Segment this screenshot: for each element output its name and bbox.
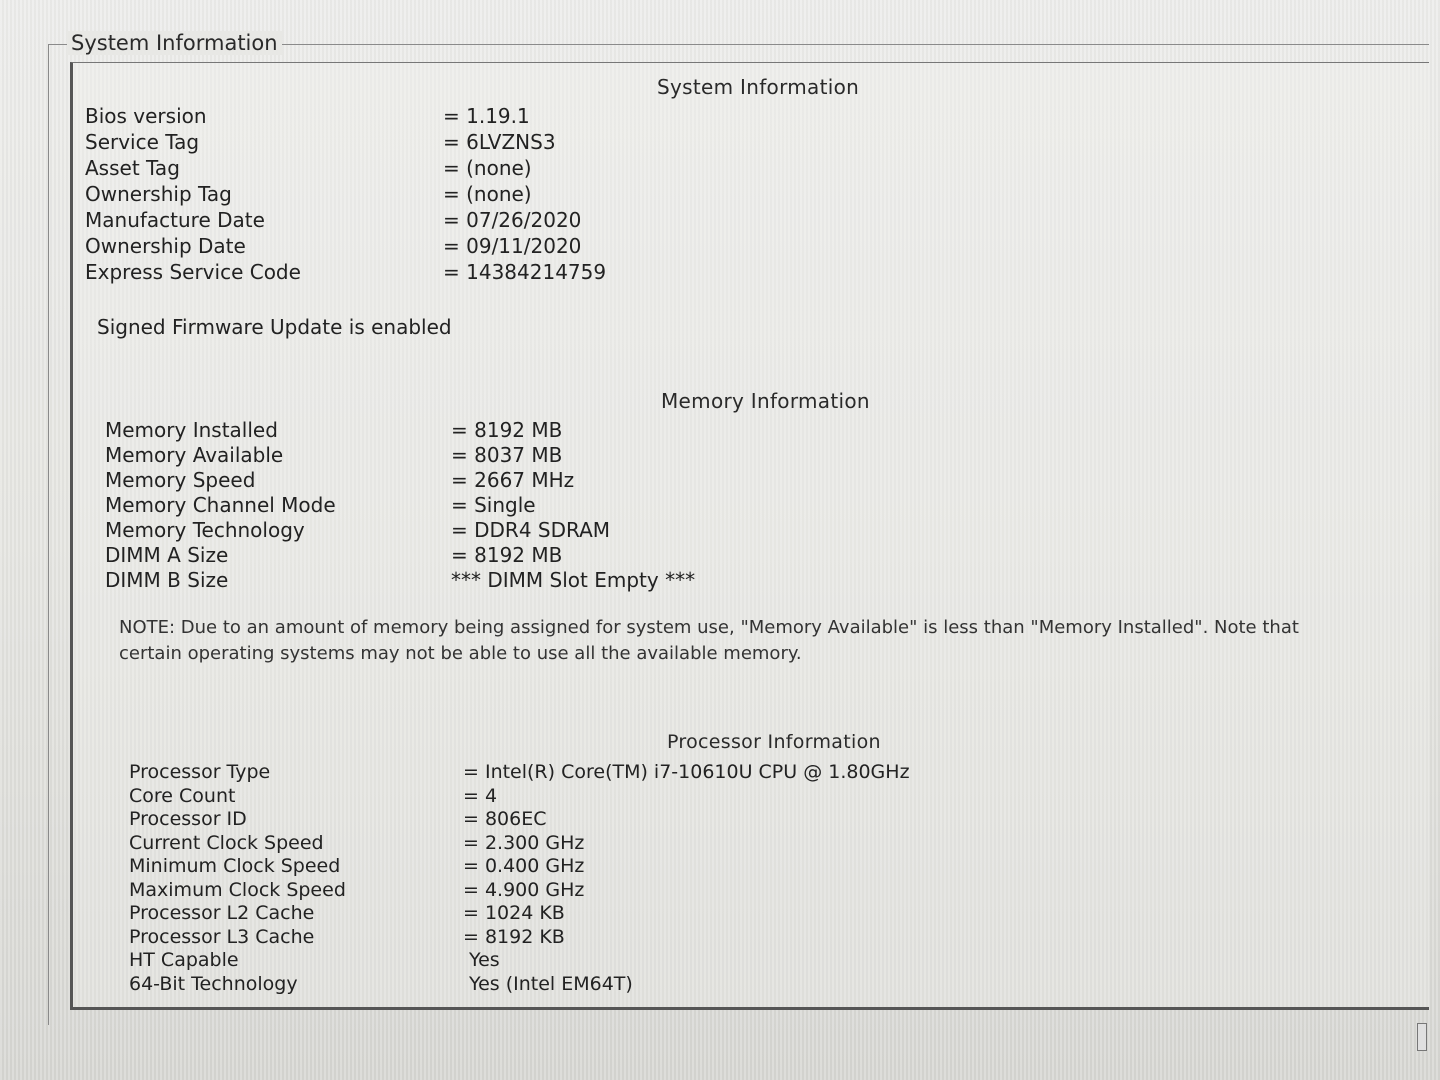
row-value: = 0.400 GHz: [463, 855, 585, 877]
row-label: Ownership Date: [85, 234, 246, 258]
row-value: = (none): [443, 156, 532, 180]
row-value: = 4: [463, 784, 498, 807]
row-label: Core Count: [129, 784, 236, 807]
row-service-tag: [85, 129, 785, 155]
system-section-title: System Information: [657, 75, 860, 99]
row-memory-channel-mode: [105, 492, 865, 517]
row-express-service-code: [85, 259, 785, 285]
row-dimm-a-size: [105, 542, 865, 567]
row-current-clock-speed: [129, 832, 1129, 856]
row-label: DIMM B Size: [105, 568, 229, 592]
row-value: = DDR4 SDRAM: [451, 518, 611, 542]
row-value: *** DIMM Slot Empty ***: [451, 568, 696, 592]
row-label: Memory Channel Mode: [105, 493, 336, 517]
row-value: = 2.300 GHz: [463, 831, 585, 854]
row-value: = (none): [443, 182, 532, 206]
processor-section-title: Processor Information: [667, 731, 881, 753]
row-asset-tag: [85, 155, 785, 181]
row-value: = 1.19.1: [443, 104, 530, 128]
row-minimum-clock-speed: [129, 855, 1129, 879]
processor-rows: [129, 761, 1129, 996]
row-label: Memory Installed: [105, 418, 278, 442]
info-panel[interactable]: [70, 62, 1429, 1010]
row-value: = Single: [451, 493, 536, 517]
row-bios-version: [85, 103, 785, 129]
row-value: = 4.900 GHz: [463, 878, 585, 901]
scrollbar-handle[interactable]: [1417, 1023, 1427, 1051]
row-maximum-clock-speed: [129, 879, 1129, 903]
row-value: = 806EC: [463, 808, 547, 830]
group-title: System Information: [67, 31, 282, 55]
row-processor-type: [129, 761, 1129, 785]
row-value: = 09/11/2020: [443, 234, 582, 258]
row-label: Current Clock Speed: [129, 831, 324, 854]
row-core-count: [129, 785, 1129, 809]
row-label: Memory Speed: [105, 468, 256, 492]
row-label: Memory Available: [105, 443, 284, 467]
row-label: Bios version: [85, 104, 207, 128]
row-label: Ownership Tag: [85, 182, 232, 206]
row-label: Express Service Code: [85, 260, 301, 284]
row-label: Processor L2 Cache: [129, 902, 315, 924]
row-ownership-date: [85, 233, 785, 259]
row-label: 64-Bit Technology: [129, 972, 298, 995]
row-processor-l2-cache: [129, 902, 1129, 926]
row-manufacture-date: [85, 207, 785, 233]
row-label: Manufacture Date: [85, 208, 265, 232]
row-label: Processor L3 Cache: [129, 925, 315, 948]
row-label: Processor ID: [129, 808, 247, 830]
row-memory-installed: [105, 417, 865, 442]
row-memory-technology: [105, 517, 865, 542]
row-label: Processor Type: [129, 761, 271, 783]
row-label: HT Capable: [129, 949, 239, 971]
row-processor-id: [129, 808, 1129, 832]
row-ownership-tag: [85, 181, 785, 207]
row-value: = Intel(R) Core(TM) i7-10610U CPU @ 1.80GHz: [463, 761, 910, 783]
row-value: = 07/26/2020: [443, 208, 582, 232]
row-dimm-b-size: [105, 567, 865, 592]
row-value: = 6LVZNS3: [443, 130, 556, 154]
row-value: = 8192 MB: [451, 418, 563, 442]
row-label: Maximum Clock Speed: [129, 878, 346, 901]
row-memory-speed: [105, 467, 865, 492]
row-value: = 8037 MB: [451, 443, 563, 467]
row-processor-l3-cache: [129, 926, 1129, 950]
row-memory-available: [105, 442, 865, 467]
row-label: Minimum Clock Speed: [129, 855, 341, 877]
memory-rows: [105, 417, 865, 592]
row-value: Yes (Intel EM64T): [469, 972, 633, 995]
row-value: = 8192 KB: [463, 925, 565, 948]
row-ht-capable: [129, 949, 1129, 973]
row-label: DIMM A Size: [105, 543, 229, 567]
row-label: Memory Technology: [105, 518, 305, 542]
row-value: = 8192 MB: [451, 543, 563, 567]
system-rows: [85, 103, 785, 285]
row-value: Yes: [469, 949, 500, 971]
row-value: = 14384214759: [443, 260, 607, 284]
row-value: = 2667 MHz: [451, 468, 575, 492]
memory-note: NOTE: Due to an amount of memory being assigned for system use, "Memory Available" is less than "Memory Installed". Note that certain operating systems may not be able to use all the available memory.: [119, 617, 1299, 664]
row-label: Service Tag: [85, 130, 200, 154]
firmware-status: Signed Firmware Update is enabled: [97, 315, 452, 339]
row-label: Asset Tag: [85, 156, 180, 180]
memory-section-title: Memory Information: [661, 389, 870, 413]
row-64-bit-technology: [129, 973, 1129, 997]
row-value: = 1024 KB: [463, 902, 565, 924]
